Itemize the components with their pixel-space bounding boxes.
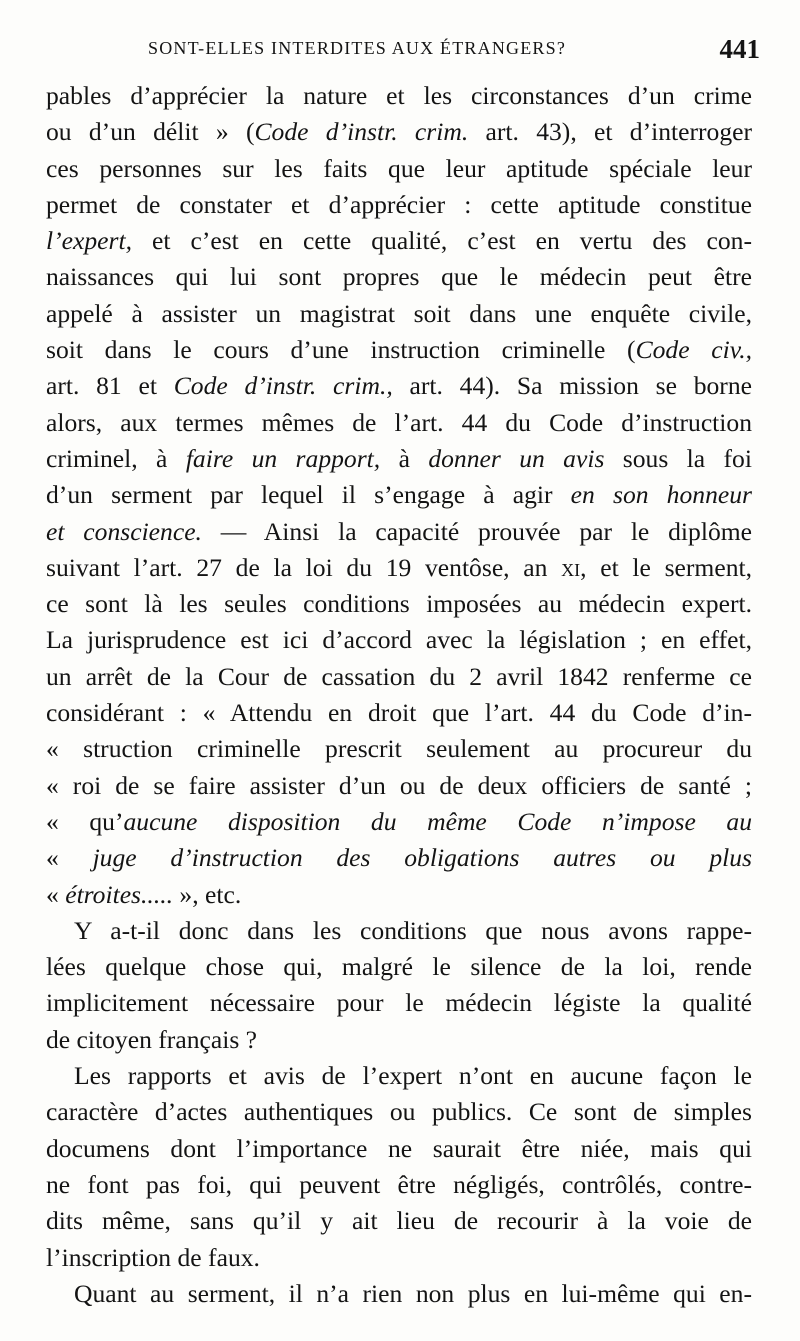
text-line: [46, 114, 752, 150]
text-line: [46, 187, 752, 223]
text-segment: caractère d’actes authentiques ou publics. Ce sont de simples: [46, 1097, 752, 1127]
text-line: [46, 985, 752, 1021]
text-segment: art. 81 et: [46, 371, 174, 401]
text-line: [46, 1203, 752, 1239]
text-segment: « roi de se faire assister d’un ou de deux officiers de santé ;: [46, 770, 752, 800]
text-segment: et c’est en cette qualité, c’est en vertu des con-: [131, 226, 752, 256]
italic-segment: aucune disposition du même Code n’impose au: [123, 806, 752, 836]
text-segment: «: [46, 843, 93, 873]
text-segment: appelé à assister un magistrat soit dans une enquête civile,: [46, 298, 752, 328]
text-segment: considérant : « Attendu en droit que l’art. 44 du Code d’in-: [46, 698, 752, 728]
text-line: [46, 1094, 752, 1130]
text-line: [46, 1276, 752, 1312]
text-segment: de citoyen français ?: [46, 1024, 258, 1054]
italic-segment: l’expert,: [46, 226, 132, 256]
text-line: [46, 622, 752, 658]
text-line: [46, 550, 752, 586]
text-segment: pables d’apprécier la nature et les circonstances d’un crime: [46, 81, 752, 110]
text-segment: soit dans le cours d’une instruction criminelle (: [46, 335, 636, 365]
text-segment: », etc.: [173, 879, 242, 909]
page-number: 441: [719, 34, 760, 64]
text-line: [46, 441, 752, 477]
text-segment: ces personnes sur les faits que leur aptitude spéciale leur: [46, 153, 752, 183]
text-line: [46, 223, 752, 259]
text-segment: « struction criminelle prescrit seulement au procureur du: [46, 734, 752, 764]
text-line: [46, 804, 752, 840]
text-line: [46, 477, 752, 513]
text-segment: documens dont l’importance ne saurait être niée, mais qui: [46, 1133, 752, 1163]
italic-segment: faire un rapport,: [185, 443, 381, 473]
text-line: [46, 1240, 752, 1276]
text-segment: « qu’: [46, 806, 124, 836]
text-line: [46, 514, 752, 550]
text-segment: sous la foi: [604, 443, 752, 473]
text-line: [46, 586, 752, 622]
text-line: [46, 1022, 752, 1058]
text-segment: dits même, sans qu’il y ait lieu de recourir à la voie de: [46, 1206, 752, 1236]
text-segment: criminel, à: [46, 443, 186, 473]
italic-segment: étroites.....: [65, 879, 174, 909]
italic-segment: Code d’instr. crim.: [254, 117, 469, 147]
text-line: [46, 840, 752, 876]
text-segment: ou d’un délit » (: [46, 117, 255, 147]
text-line: [46, 78, 752, 114]
text-line: [46, 913, 752, 949]
text-line: [46, 949, 752, 985]
text-segment: , et le serment,: [580, 552, 752, 582]
italic-segment: juge d’instruction des obligations autres ou plus: [92, 843, 752, 873]
italic-segment: Code d’instr. crim.,: [173, 371, 393, 401]
text-line: [46, 731, 752, 767]
text-segment: Y a-t-il donc dans les conditions que nous avons rappe-: [74, 915, 752, 945]
text-segment: permet de constater et d’apprécier : cette aptitude constitue: [46, 189, 752, 219]
text-segment: l’inscription de faux.: [46, 1242, 260, 1272]
text-line: [46, 405, 752, 441]
body-text: [46, 78, 752, 1312]
text-line: [46, 151, 752, 187]
text-line: [46, 332, 752, 368]
text-segment: alors, aux termes mêmes de l’art. 44 du Code d’instruction: [46, 407, 752, 437]
text-line: [46, 1058, 752, 1094]
text-segment: implicitement nécessaire pour le médecin légiste la qualité: [46, 988, 752, 1018]
text-segment: d’un serment par lequel il s’engage à agir: [46, 480, 571, 510]
running-title: SONT-ELLES INTERDITES AUX ÉTRANGERS?: [148, 38, 567, 58]
text-line: [46, 768, 752, 804]
text-segment: Quant au serment, il n’a rien non plus en lui-même qui en-: [74, 1278, 752, 1308]
italic-segment: et conscience.: [46, 516, 202, 546]
text-segment: «: [46, 879, 66, 909]
text-segment: un arrêt de la Cour de cassation du 2 avril 1842 renferme ce: [46, 661, 752, 691]
text-line: [46, 659, 752, 695]
text-segment: — Ainsi la capacité prouvée par le diplôme: [201, 516, 752, 546]
italic-segment: en son honneur: [570, 480, 752, 510]
text-segment: La jurisprudence est ici d’accord avec la législation ; en effet,: [46, 625, 752, 655]
text-segment: xi: [561, 552, 581, 582]
text-segment: art. 44). Sa mission se borne: [392, 371, 752, 401]
text-line: [46, 368, 752, 404]
running-head: [120, 34, 760, 68]
text-segment: Les rapports et avis de l’expert n’ont en aucune façon le: [74, 1061, 752, 1091]
text-segment: ne font pas foi, qui peuvent être négligés, contrôlés, contre-: [46, 1169, 752, 1199]
text-segment: lées quelque chose qui, malgré le silence de la loi, rende: [46, 952, 752, 982]
text-line: [46, 695, 752, 731]
italic-segment: donner un avis: [428, 443, 605, 473]
text-segment: ce sont là les seules conditions imposées au médecin expert.: [46, 589, 752, 619]
text-line: [46, 259, 752, 295]
text-line: [46, 1131, 752, 1167]
text-segment: à: [380, 443, 429, 473]
text-line: [46, 877, 752, 913]
text-segment: art. 43), et d’interroger: [468, 117, 752, 147]
text-segment: suivant l’art. 27 de la loi du 19 ventôse, an: [46, 552, 562, 582]
text-line: [46, 296, 752, 332]
italic-segment: Code civ.,: [635, 335, 752, 365]
text-segment: naissances qui lui sont propres que le médecin peut être: [46, 262, 752, 292]
text-line: [46, 1167, 752, 1203]
